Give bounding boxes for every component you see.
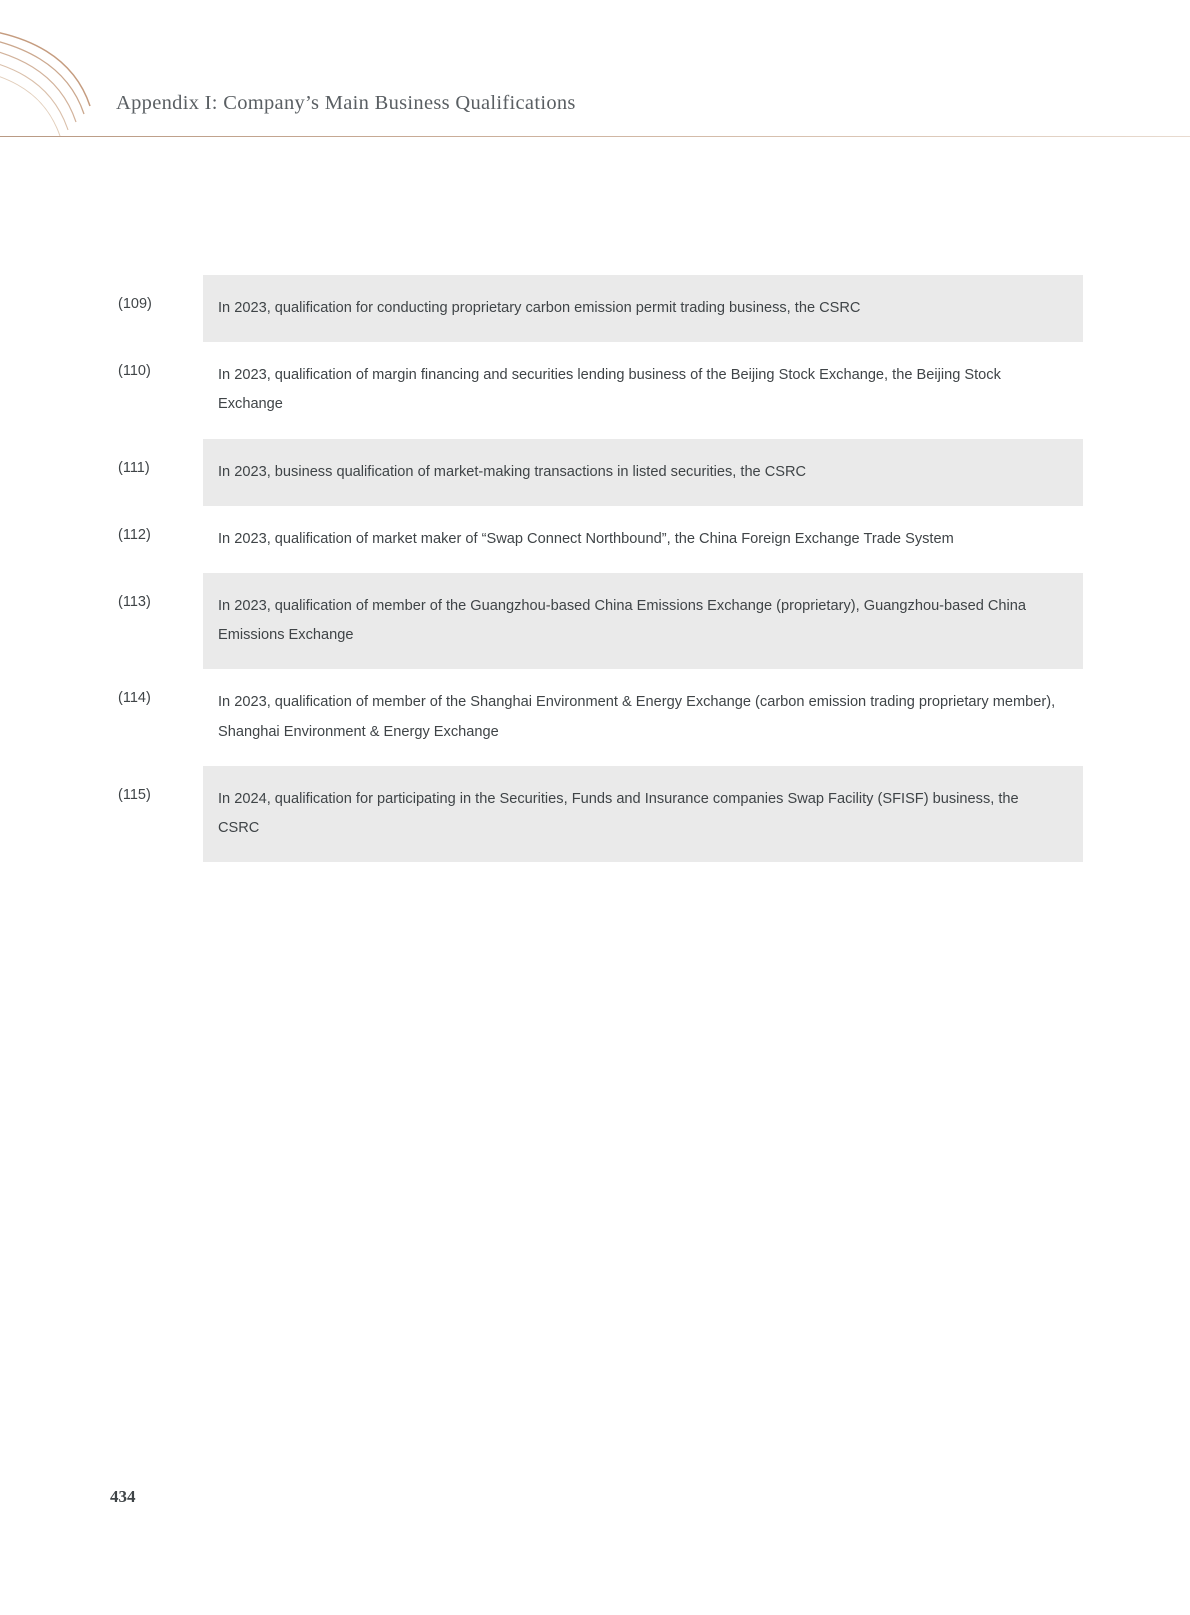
- list-item: [0, 573, 1190, 669]
- qualifications-list: [0, 275, 1190, 862]
- list-item-number: (110): [118, 363, 151, 380]
- page-title: Appendix I: Company’s Main Business Qualifications: [116, 92, 576, 114]
- list-item-number: (109): [118, 296, 152, 312]
- page-number: 434: [110, 1487, 136, 1506]
- list-item-number: (112): [118, 526, 151, 543]
- list-item: [0, 342, 1190, 438]
- list-item-number: (115): [118, 786, 151, 803]
- list-item-text: In 2023, qualification for conducting proprietary carbon emission permit trading business, the CSRC: [203, 275, 1083, 342]
- decorative-swoosh-icon: [0, 28, 250, 138]
- list-item: [0, 439, 1190, 506]
- list-item: [0, 766, 1190, 862]
- list-item-text: In 2023, business qualification of market-making transactions in listed securities, the CSRC: [203, 439, 1083, 506]
- list-item-text: In 2023, qualification of margin financing and securities lending business of the Beijing Stock Exchange, the Beijing Stock Exchange: [218, 367, 1001, 413]
- header-divider: [0, 136, 1190, 137]
- list-item-text: In 2023, qualification of member of the Guangzhou-based China Emissions Exchange (proprietary), Guangzhou-based China Emissions Exchange: [203, 573, 1083, 669]
- list-item-text: In 2024, qualification for participating in the Securities, Funds and Insurance companies Swap Facility (SFISF) business, the CSRC: [203, 766, 1083, 862]
- list-item-text: In 2023, qualification of market maker of “Swap Connect Northbound”, the China Foreign Exchange Trade System: [218, 530, 954, 547]
- list-item: [0, 506, 1190, 573]
- list-item: [0, 275, 1190, 342]
- page-header: [0, 0, 1190, 140]
- list-item-number: (111): [118, 459, 150, 476]
- list-item: [0, 669, 1190, 765]
- list-item-number: (114): [118, 690, 151, 707]
- list-item-text: In 2023, qualification of member of the Shanghai Environment & Energy Exchange (carbon emission trading proprietary member), Shanghai Environment & Energy Exchange: [218, 694, 1056, 740]
- list-item-number: (113): [118, 593, 151, 610]
